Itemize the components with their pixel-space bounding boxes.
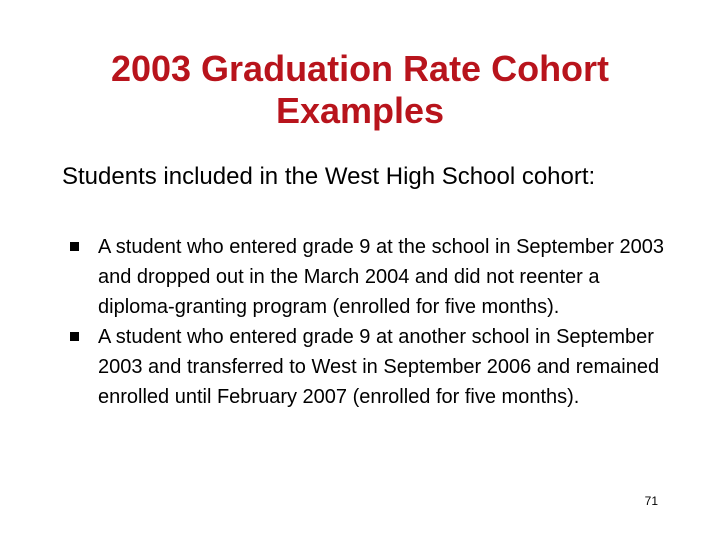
bullet-text: A student who entered grade 9 at another school in September 2003 and transferred to West in September 2006 and remained enrolled until February 2007 (enrolled for five months). [98,326,660,408]
slide-title [40,48,680,132]
square-bullet-icon [70,332,79,341]
slide-title-line-2: Examples [275,90,445,131]
square-bullet-icon [70,242,79,251]
bullet-item [70,232,670,322]
intro-text: Students included in the West High School cohort: [62,163,596,190]
bullet-list [70,232,670,412]
bullet-item [70,322,670,412]
bullet-text: A student who entered grade 9 at the school in September 2003 and dropped out in the March 2004 and did not reenter a diploma-granting program (enrolled for five months). [98,236,664,318]
page-number: 71 [644,494,658,508]
slide-title-line-1: 2003 Graduation Rate Cohort [110,48,610,89]
